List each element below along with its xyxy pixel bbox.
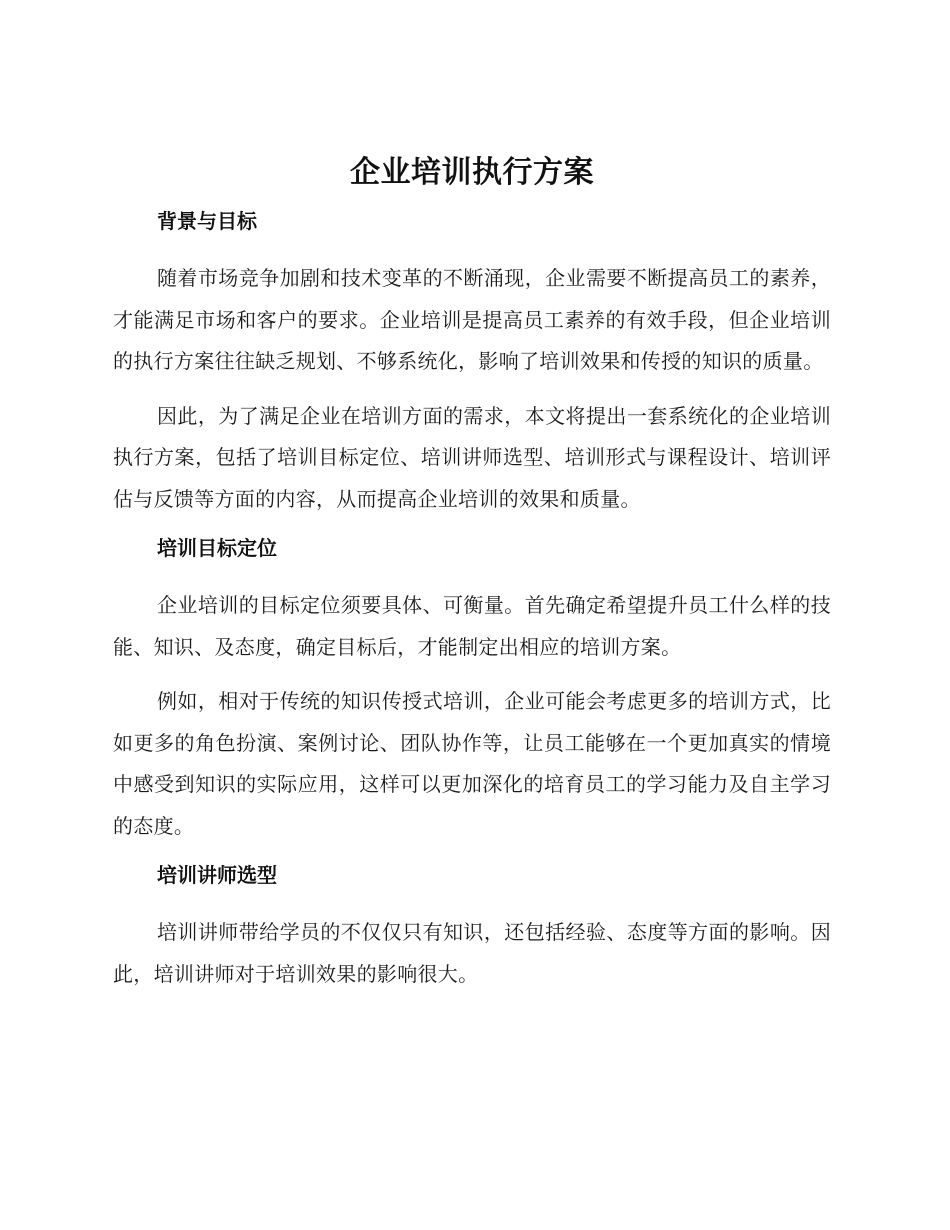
section-heading-training-goals: 培训目标定位 xyxy=(157,536,277,560)
spacer xyxy=(113,236,831,258)
paragraph-background-1: 随着市场竞争加剧和技术变革的不断涌现，企业需要不断提高员工的素养，才能满足市场和客户的要求。企业培训是提高员工素养的有效手段，但企业培训的执行方案往往缺乏规划、不够系统化，影响了培训效果和传授的知识的质量。 xyxy=(113,266,831,373)
paragraph-training-goals-2: 例如，相对于传统的知识传授式培训，企业可能会考虑更多的培训方式，比如更多的角色扮演、案例讨论、团队协作等，让员工能够在一个更加真实的情境中感受到知识的实际应用，这样可以更加深化的培育员工的学习能力及自主学习的态度。 xyxy=(113,689,831,838)
spacer xyxy=(113,383,831,396)
document-title: 企业培训执行方案 xyxy=(350,155,594,190)
spacer xyxy=(113,520,831,533)
section-heading-background-goals: 背景与目标 xyxy=(157,209,257,233)
spacer xyxy=(113,890,831,912)
spacer xyxy=(113,563,831,585)
document-page xyxy=(113,146,831,995)
paragraph-background-2: 因此，为了满足企业在培训方面的需求，本文将提出一套系统化的企业培训执行方案，包括了培训目标定位、培训讲师选型、培训形式与课程设计、培训评估与反馈等方面的内容，从而提高企业培训的效果和质量。 xyxy=(113,403,831,511)
paragraph-trainer-selection-1: 培训讲师带给学员的不仅仅只有知识，还包括经验、态度等方面的影响。因此，培训讲师对于培训效果的影响很大。 xyxy=(113,920,831,986)
paragraph-training-goals-1: 企业培训的目标定位须要具体、可衡量。首先确定希望提升员工什么样的技能、知识、及态度，确定目标后，才能制定出相应的培训方案。 xyxy=(113,593,831,659)
spacer xyxy=(113,668,831,681)
section-heading-trainer-selection: 培训讲师选型 xyxy=(157,863,277,887)
spacer xyxy=(113,847,831,860)
